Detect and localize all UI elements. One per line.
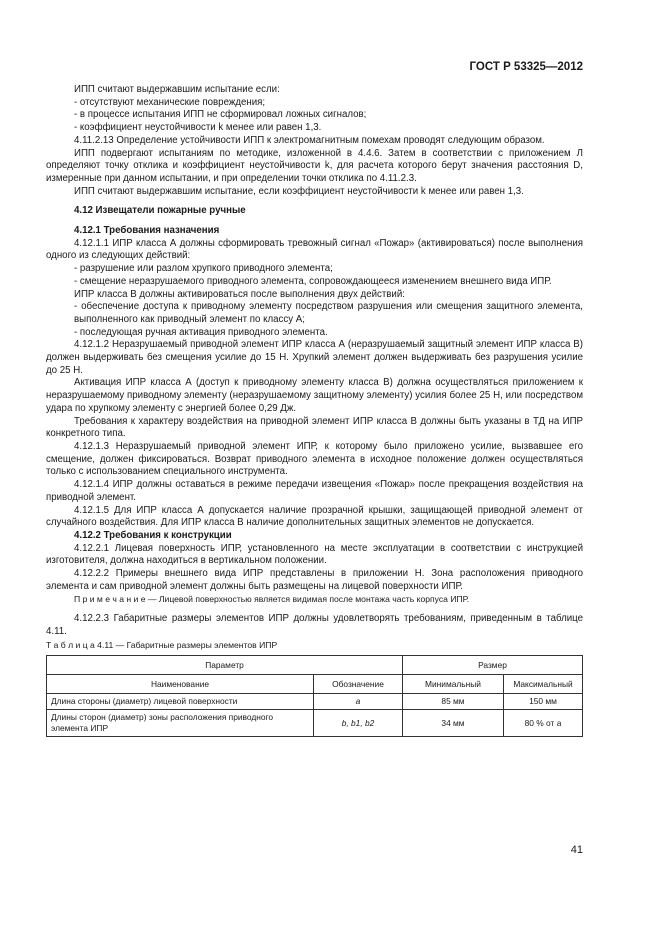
cell-symbol: a [314, 694, 403, 710]
header-min: Минимальный [403, 675, 504, 694]
table-header-row [47, 656, 583, 675]
paragraph: - обеспечение доступа к приводному элементу посредством разрушения или смещения защитного элемента, выполненного как приводный элемент по классу А; [74, 301, 583, 325]
paragraph: Т а б л и ц а 4.11 — Габаритные размеры элементов ИПР [46, 639, 278, 650]
cell-max: 150 мм [504, 694, 583, 710]
paragraph: Требования к характеру воздействия на приводной элемент ИПР класса В должны быть указаны в ТД на ИПР конкретного типа. [46, 415, 583, 440]
header-name: Наименование [47, 675, 314, 694]
paragraph: 4.12.1.2 Неразрушаемый приводной элемент ИПР класса А (неразрушаемый защитный элемент ИПР класса В) должен выдерживать без смещения усилие до 15 Н. Хрупкий элемент должен выдерживать без разрушения усилие до 25 Н. [46, 339, 583, 376]
paragraph: - коэффициент неустойчивости k менее или равен 1,3. [74, 122, 322, 134]
cell-min: 34 мм [403, 710, 504, 737]
paragraph: 4.11.2.13 Определение устойчивости ИПП к электромагнитным помехам проводят следующим образом. [74, 134, 545, 146]
paragraph: - разрушение или разлом хрупкого приводного элемента; [74, 263, 333, 275]
document-standard-header: ГОСТ Р 53325—2012 [469, 61, 583, 73]
paragraph: ИПП считают выдержавшим испытание, если коэффициент неустойчивости k менее или равен 1,3. [74, 185, 524, 197]
paragraph: 4.12.1.3 Неразрушаемый приводной элемент ИПР, к которому было приложено усилие, вызвавшее его смещение, должен фиксироваться. Возврат приводного элемента в исходное положение должен осуществляться только с использованием специального инструмента. [46, 440, 583, 478]
paragraph: - последующая ручная активация приводного элемента. [74, 326, 328, 338]
table-subheader-row [47, 675, 583, 694]
cell-min: 85 мм [403, 694, 504, 710]
paragraph: 4.12.1 Требования назначения [74, 225, 220, 237]
table-row [47, 694, 583, 710]
cell-name: Длины сторон (диаметр) зоны расположения приводного элемента ИПР [47, 710, 314, 737]
page-number: 41 [570, 844, 583, 856]
table-row [47, 710, 583, 737]
paragraph: П р и м е ч а н и е — Лицевой поверхностью является видимая после монтажа часть корпуса ИПР. [74, 594, 470, 605]
paragraphs-container [46, 84, 583, 651]
header-parameter: Параметр [47, 656, 403, 675]
cell-max: 80 % от a [504, 710, 583, 737]
paragraph: Активация ИПР класса А (доступ к приводному элементу класса В) должна осуществляться приложением к неразрушаемому приводному элементу (неразрушаемому защитному элементу) усилия более 25 Н, или посредством удара по хрупкому элементу с энергией более 0,29 Дж. [46, 377, 583, 414]
paragraph: 4.12.2.1 Лицевая поверхность ИПР, установленного на месте эксплуатации в соответствии с инструкцией изготовителя, должна находиться в вертикальном положении. [46, 542, 583, 567]
paragraph: 4.12 Извещатели пожарные ручные [74, 205, 246, 217]
paragraph: - в процессе испытания ИПП не сформировал ложных сигналов; [74, 109, 367, 121]
document-body [46, 84, 583, 737]
paragraph: ИПП считают выдержавшим испытание если: [74, 84, 280, 95]
cell-name: Длина стороны (диаметр) лицевой поверхности [47, 694, 314, 710]
paragraph: ИПР класса В должны активироваться после выполнения двух действий: [74, 288, 405, 300]
paragraph: 4.12.1.5 Для ИПР класса А допускается наличие прозрачной крышки, защищающей приводной элемент от случайного воздействия. Для ИПР класса В наличие дополнительных защитных элементов не допускается. [46, 504, 583, 529]
cell-symbol: b, b1, b2 [314, 710, 403, 737]
paragraph: - отсутствуют механические повреждения; [74, 96, 266, 108]
dimensions-table [46, 655, 583, 737]
paragraph: ИПП подвергают испытаниям по методике, изложенной в 4.4.6. Затем в соответствии с приложением Л определяют точку отклика и коэффициент неустойчивости k, для расчета которого берут значения расстояния D, измеренные при данном испытании, и при определении точки отклика по 4.11.2.3. [46, 147, 583, 184]
header-size: Размер [403, 656, 583, 675]
header-symbol: Обозначение [314, 675, 403, 694]
paragraph: 4.12.1.4 ИПР должны оставаться в режиме передачи извещения «Пожар» после прекращения воздействия на приводной элемент. [46, 479, 583, 503]
paragraph: 4.12.1.1 ИПР класса А должны сформировать тревожный сигнал «Пожар» (активироваться) после выполнения одного из следующих действий: [46, 237, 583, 262]
paragraph: 4.12.2.3 Габаритные размеры элементов ИПР должны удовлетворять требованиям, приведенным в таблице 4.11. [46, 613, 583, 637]
paragraph: 4.12.2 Требования к конструкции [74, 529, 232, 541]
paragraph: 4.12.2.2 Примеры внешнего вида ИПР представлены в приложении Н. Зона расположения приводного элемента и сам приводной элемент должны быть размещены на лицевой поверхности ИПР. [46, 568, 583, 592]
header-max: Максимальный [504, 675, 583, 694]
paragraph: - смещение неразрушаемого приводного элемента, сопровождающееся изменением внешнего вида ИПР. [74, 275, 552, 287]
